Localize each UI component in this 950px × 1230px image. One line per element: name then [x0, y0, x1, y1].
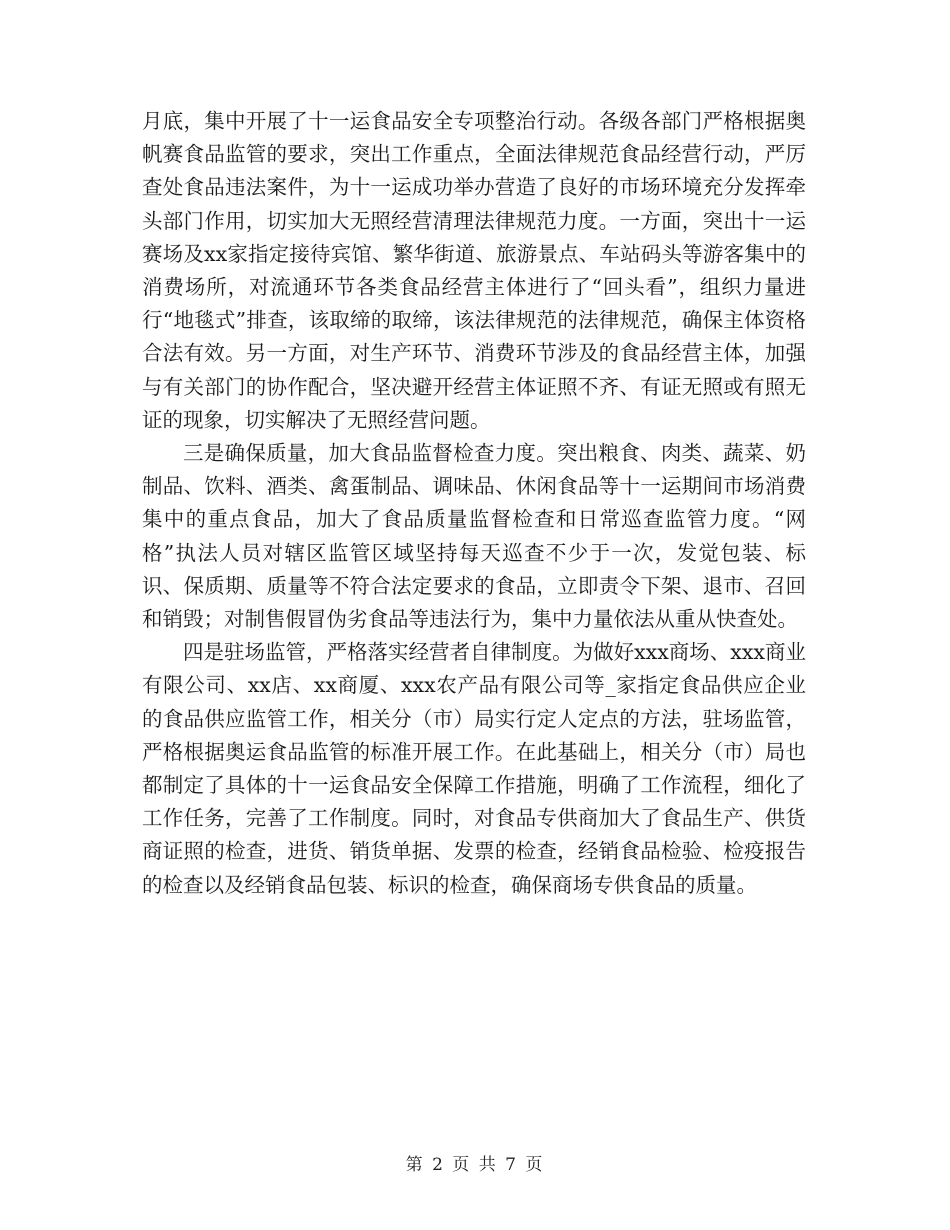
- paragraph-onsite-supervision: 四是驻场监管，严格落实经营者自律制度。为做好xxx商场、xxx商业有限公司、xx店、xx商厦、xxx农产品有限公司等_家指定食品供应企业的食品供应监管工作，相关分（市）局实行定人定点的方法，驻场监管，严格根据奥运食品监管的标准开展工作。在此基础上，相关分（市）局也都制定了具体的十一运食品安全保障工作措施，明确了工作流程，细化了工作任务，完善了工作制度。同时，对食品专供商加大了食品生产、供货商证照的检查，进货、销货单据、发票的检查，经销食品检验、检疫报告的检查以及经销食品包装、标识的检查，确保商场专供食品的质量。: [142, 640, 806, 897]
- page-number-footer: 第 2 页 共 7 页: [405, 1155, 545, 1175]
- document-body: [142, 105, 806, 902]
- paragraph-continuation: 月底，集中开展了十一运食品安全专项整治行动。各级各部门严格根据奥帆赛食品监管的要求，突出工作重点，全面法律规范食品经营行动，严厉查处食品违法案件，为十一运成功举办营造了良好的市场环境充分发挥牵头部门作用，切实加大无照经营清理法律规范力度。一方面，突出十一运赛场及xx家指定接待宾馆、繁华街道、旅游景点、车站码头等游客集中的消费场所，对流通环节各类食品经营主体进行了“回头看”，组织力量进行“地毯式”排查，该取缔的取缔，该法律规范的法律规范，确保主体资格合法有效。另一方面，对生产环节、消费环节涉及的食品经营主体，加强与有关部门的协作配合，坚决避开经营主体证照不齐、有证无照或有照无证的现象，切实解决了无照经营问题。: [142, 109, 806, 432]
- paragraph-quality-inspection: 三是确保质量，加大食品监督检查力度。突出粮食、肉类、蔬菜、奶制品、饮料、酒类、禽蛋制品、调味品、休闲食品等十一运期间市场消费集中的重点食品，加大了食品质量监督检查和日常巡查监管力度。“网格”执法人员对辖区监管区域坚持每天巡查不少于一次，发觉包装、标识、保质期、质量等不符合法定要求的食品，立即责令下架、退市、召回和销毁；对制售假冒伪劣食品等违法行为，集中力量依法从重从快查处。: [142, 441, 806, 632]
